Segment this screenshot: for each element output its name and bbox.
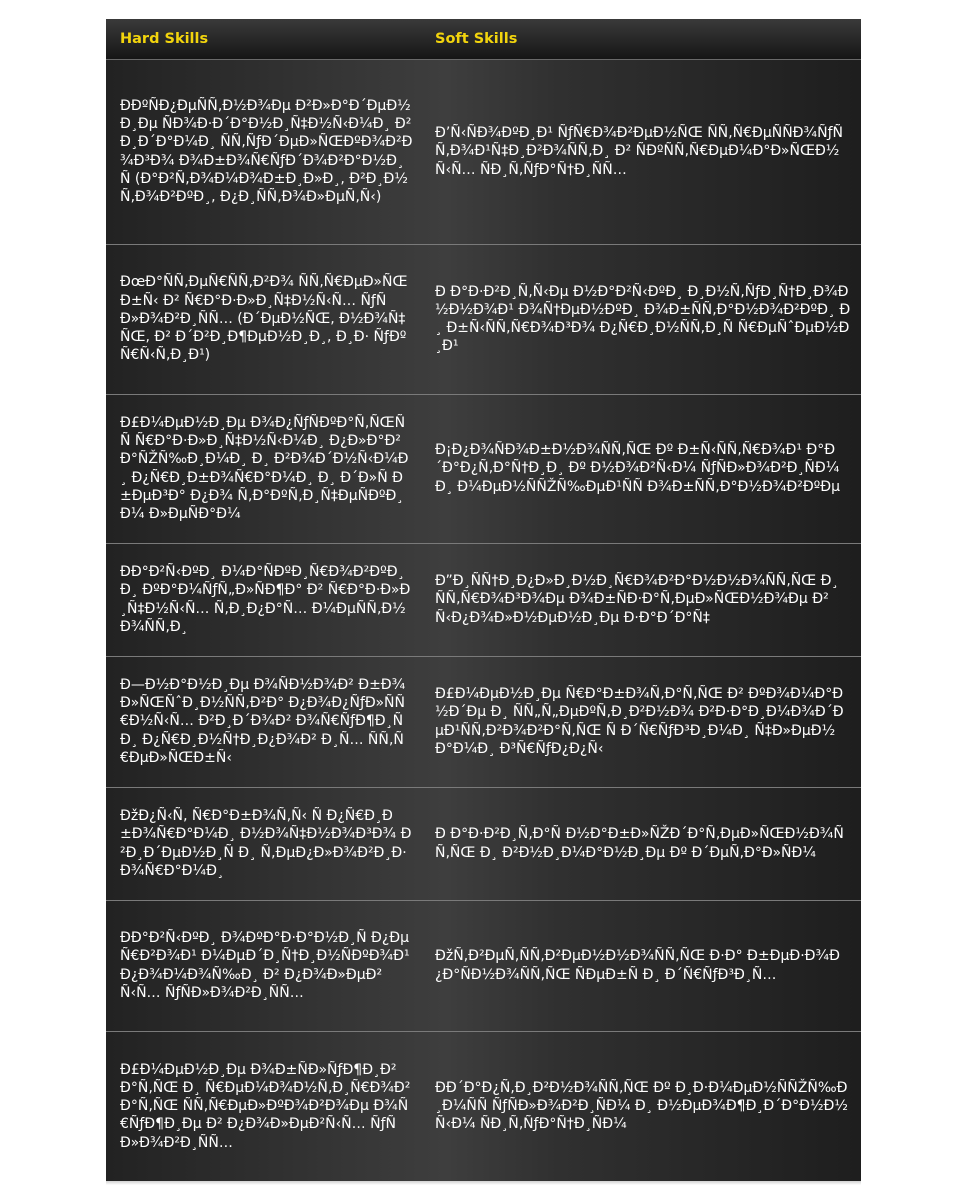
soft-skill-cell: Ð¡Ð¿Ð¾ÑÐ¾Ð±Ð½Ð¾ÑÑ‚ÑŒ Ðº Ð±Ñ‹ÑÑ‚Ñ€Ð¾Ð¹ Ð°Ð´Ð°Ð¿Ñ‚Ð°Ñ†Ð¸Ð¸ Ðº Ð½Ð¾Ð²Ñ‹Ð¼ ÑƒÑÐ»Ð¾Ð²Ð¸ÑÐ¼ Ð¸ Ð¼ÐµÐ½ÑÑŽÑ‰ÐµÐ¹ÑÑ Ð¾Ð±ÑÑ‚Ð°Ð½Ð¾Ð²ÐºÐµ <box>421 394 861 543</box>
header-hard-skills: Hard Skills <box>106 19 421 59</box>
table-row <box>106 244 861 394</box>
soft-skill-cell: Ð£Ð¼ÐµÐ½Ð¸Ðµ Ñ€Ð°Ð±Ð¾Ñ‚Ð°Ñ‚ÑŒ Ð² ÐºÐ¾Ð¼Ð°Ð½Ð´Ðµ Ð¸ ÑÑ„Ñ„ÐµÐºÑ‚Ð¸Ð²Ð½Ð¾ Ð²Ð·Ð°Ð¸Ð¼Ð¾Ð´ÐµÐ¹ÑÑ‚Ð²Ð¾Ð²Ð°Ñ‚ÑŒ Ñ Ð´Ñ€ÑƒÐ³Ð¸Ð¼Ð¸ Ñ‡Ð»ÐµÐ½Ð°Ð¼Ð¸ Ð³Ñ€ÑƒÐ¿Ð¿Ñ‹ <box>421 656 861 787</box>
table-row <box>106 59 861 244</box>
hard-skill-cell: Ð£Ð¼ÐµÐ½Ð¸Ðµ Ð¾Ð±ÑÐ»ÑƒÐ¶Ð¸Ð²Ð°Ñ‚ÑŒ Ð¸ Ñ€ÐµÐ¼Ð¾Ð½Ñ‚Ð¸Ñ€Ð¾Ð²Ð°Ñ‚ÑŒ ÑÑ‚Ñ€ÐµÐ»ÐºÐ¾Ð²Ð¾Ðµ Ð¾Ñ€ÑƒÐ¶Ð¸Ðµ Ð² Ð¿Ð¾Ð»ÐµÐ²Ñ‹Ñ… ÑƒÑÐ»Ð¾Ð²Ð¸ÑÑ… <box>120 1061 411 1151</box>
hard-skill-cell: ÐÐ°Ð²Ñ‹ÐºÐ¸ Ð¾ÐºÐ°Ð·Ð°Ð½Ð¸Ñ Ð¿ÐµÑ€Ð²Ð¾Ð¹ Ð¼ÐµÐ´Ð¸Ñ†Ð¸Ð½ÑÐºÐ¾Ð¹ Ð¿Ð¾Ð¼Ð¾Ñ‰Ð¸ Ð² Ð¿Ð¾Ð»ÐµÐ²Ñ‹Ñ… ÑƒÑÐ»Ð¾Ð²Ð¸ÑÑ… <box>106 900 421 1031</box>
soft-skill-cell: Ð’Ñ‹ÑÐ¾ÐºÐ¸Ð¹ ÑƒÑ€Ð¾Ð²ÐµÐ½ÑŒ ÑÑ‚Ñ€ÐµÑÑÐ¾ÑƒÑÑ‚Ð¾Ð¹Ñ‡Ð¸Ð²Ð¾ÑÑ‚Ð¸ Ð² ÑÐºÑÑ‚Ñ€ÐµÐ¼Ð°Ð»ÑŒÐ½Ñ‹Ñ… ÑÐ¸Ñ‚ÑƒÐ°Ñ†Ð¸ÑÑ… <box>421 59 861 244</box>
table-row <box>106 787 861 900</box>
table-row <box>106 394 861 543</box>
hard-skill-cell: Ð—Ð½Ð°Ð½Ð¸Ðµ Ð¾ÑÐ½Ð¾Ð² Ð±Ð¾Ð»ÑŒÑˆÐ¸Ð½ÑÑ‚Ð²Ð° Ð¿Ð¾Ð¿ÑƒÐ»ÑÑ€Ð½Ñ‹Ñ… Ð²Ð¸Ð´Ð¾Ð² Ð¾Ñ€ÑƒÐ¶Ð¸Ñ Ð¸ Ð¿Ñ€Ð¸Ð½Ñ†Ð¸Ð¿Ð¾Ð² Ð¸Ñ… ÑÑ‚Ñ€ÐµÐ»ÑŒÐ±Ñ‹ <box>106 656 421 787</box>
soft-skill-cell: Ð”Ð¸ÑÑ†Ð¸Ð¿Ð»Ð¸Ð½Ð¸Ñ€Ð¾Ð²Ð°Ð½Ð½Ð¾ÑÑ‚ÑŒ Ð¸ ÑÑ‚Ñ€Ð¾Ð³Ð¾Ðµ Ð¾Ð±ÑÐ·Ð°Ñ‚ÐµÐ»ÑŒÐ½Ð¾Ðµ Ð²Ñ‹Ð¿Ð¾Ð»Ð½ÐµÐ½Ð¸Ðµ Ð·Ð°Ð´Ð°Ñ‡ <box>421 543 861 656</box>
hard-skill-cell: ÐÐ°Ð²Ñ‹ÐºÐ¸ Ð¼Ð°ÑÐºÐ¸Ñ€Ð¾Ð²ÐºÐ¸ Ð¸ ÐºÐ°Ð¼ÑƒÑ„Ð»ÑÐ¶Ð° Ð² Ñ€Ð°Ð·Ð»Ð¸Ñ‡Ð½Ñ‹Ñ… Ñ‚Ð¸Ð¿Ð°Ñ… Ð¼ÐµÑÑ‚Ð½Ð¾ÑÑ‚Ð¸ <box>106 543 421 656</box>
table-header <box>106 19 861 59</box>
soft-skill-cell: Ð Ð°Ð·Ð²Ð¸Ñ‚Ñ‹Ðµ Ð½Ð°Ð²Ñ‹ÐºÐ¸ Ð¸Ð½Ñ‚ÑƒÐ¸Ñ†Ð¸Ð¾Ð½Ð½Ð¾Ð¹ Ð¾Ñ†ÐµÐ½ÐºÐ¸ Ð¾Ð±ÑÑ‚Ð°Ð½Ð¾Ð²ÐºÐ¸ Ð¸ Ð±Ñ‹ÑÑ‚Ñ€Ð¾Ð³Ð¾ Ð¿Ñ€Ð¸Ð½ÑÑ‚Ð¸Ñ Ñ€ÐµÑˆÐµÐ½Ð¸Ð¹ <box>421 244 861 394</box>
hard-skill-cell: ÐœÐ°ÑÑ‚ÐµÑ€ÑÑ‚Ð²Ð¾ ÑÑ‚Ñ€ÐµÐ»ÑŒÐ±Ñ‹ Ð² Ñ€Ð°Ð·Ð»Ð¸Ñ‡Ð½Ñ‹Ñ… ÑƒÑÐ»Ð¾Ð²Ð¸ÑÑ… (Ð´ÐµÐ½ÑŒ, Ð½Ð¾Ñ‡ÑŒ, Ð² Ð´Ð²Ð¸Ð¶ÐµÐ½Ð¸Ð¸, Ð¸Ð· ÑƒÐºÑ€Ñ‹Ñ‚Ð¸Ð¹) <box>106 244 421 394</box>
table-row <box>106 656 861 787</box>
table-body <box>106 59 861 1181</box>
hard-skill-cell: ÐÐºÑÐ¿ÐµÑÑ‚Ð½Ð¾Ðµ Ð²Ð»Ð°Ð´ÐµÐ½Ð¸Ðµ ÑÐ¾Ð·Ð´Ð°Ð½Ð¸Ñ‡Ð½Ñ‹Ð¼Ð¸ Ð²Ð¸Ð´Ð°Ð¼Ð¸ ÑÑ‚ÑƒÐ´ÐµÐ»ÑŒÐºÐ¾Ð²Ð¾Ð³Ð¾ Ð¾Ð±Ð¾Ñ€ÑƒÐ´Ð¾Ð²Ð°Ð½Ð¸Ñ (Ð°Ð²Ñ‚Ð¾Ð¼Ð¾Ð±Ð¸Ð»Ð¸, Ð²Ð¸Ð½Ñ‚Ð¾Ð²ÐºÐ¸, Ð¿Ð¸ÑÑ‚Ð¾Ð»ÐµÑ‚Ñ‹) <box>106 59 421 244</box>
table-row <box>106 1031 861 1181</box>
table-row <box>106 543 861 656</box>
skills-table-container <box>106 19 861 1181</box>
table-row <box>106 900 861 1031</box>
skills-table <box>106 19 861 1181</box>
hard-skill-cell: ÐžÐ¿Ñ‹Ñ‚ Ñ€Ð°Ð±Ð¾Ñ‚Ñ‹ Ñ Ð¿Ñ€Ð¸Ð±Ð¾Ñ€Ð°Ð¼Ð¸ Ð½Ð¾Ñ‡Ð½Ð¾Ð³Ð¾ Ð²Ð¸Ð´ÐµÐ½Ð¸Ñ Ð¸ Ñ‚ÐµÐ¿Ð»Ð¾Ð²Ð¸Ð·Ð¾Ñ€Ð°Ð¼Ð¸ <box>106 787 421 900</box>
table-bottom-shadow <box>106 1181 861 1185</box>
header-row <box>106 19 861 59</box>
soft-skill-cell: Ð Ð°Ð·Ð²Ð¸Ñ‚Ð°Ñ Ð½Ð°Ð±Ð»ÑŽÐ´Ð°Ñ‚ÐµÐ»ÑŒÐ½Ð¾ÑÑ‚ÑŒ Ð¸ Ð²Ð½Ð¸Ð¼Ð°Ð½Ð¸Ðµ Ðº Ð´ÐµÑ‚Ð°Ð»ÑÐ¼ <box>421 787 861 900</box>
soft-skill-cell: ÐÐ´Ð°Ð¿Ñ‚Ð¸Ð²Ð½Ð¾ÑÑ‚ÑŒ Ðº Ð¸Ð·Ð¼ÐµÐ½ÑÑŽÑ‰Ð¸Ð¼ÑÑ ÑƒÑÐ»Ð¾Ð²Ð¸ÑÐ¼ Ð¸ Ð½ÐµÐ¾Ð¶Ð¸Ð´Ð°Ð½Ð½Ñ‹Ð¼ ÑÐ¸Ñ‚ÑƒÐ°Ñ†Ð¸ÑÐ¼ <box>435 1079 848 1133</box>
header-soft-skills: Soft Skills <box>421 19 861 59</box>
soft-skill-cell: ÐžÑ‚Ð²ÐµÑ‚ÑÑ‚Ð²ÐµÐ½Ð½Ð¾ÑÑ‚ÑŒ Ð·Ð° Ð±ÐµÐ·Ð¾Ð¿Ð°ÑÐ½Ð¾ÑÑ‚ÑŒ ÑÐµÐ±Ñ Ð¸ Ð´Ñ€ÑƒÐ³Ð¸Ñ… <box>421 900 861 1031</box>
hard-skill-cell: Ð£Ð¼ÐµÐ½Ð¸Ðµ Ð¾Ð¿ÑƒÑÐºÐ°Ñ‚ÑŒÑÑ Ñ€Ð°Ð·Ð»Ð¸Ñ‡Ð½Ñ‹Ð¼Ð¸ Ð¿Ð»Ð°Ð²Ð°ÑŽÑ‰Ð¸Ð¼Ð¸ Ð¸ Ð²Ð¾Ð´Ð½Ñ‹Ð¼Ð¸ Ð¿Ñ€Ð¸Ð±Ð¾Ñ€Ð°Ð¼Ð¸ Ð¸ Ð´Ð»Ñ Ð±ÐµÐ³Ð° Ð¿Ð¾ Ñ‚Ð°ÐºÑ‚Ð¸Ñ‡ÐµÑÐºÐ¸Ð¼ Ð»ÐµÑÐ°Ð¼ <box>106 394 421 543</box>
